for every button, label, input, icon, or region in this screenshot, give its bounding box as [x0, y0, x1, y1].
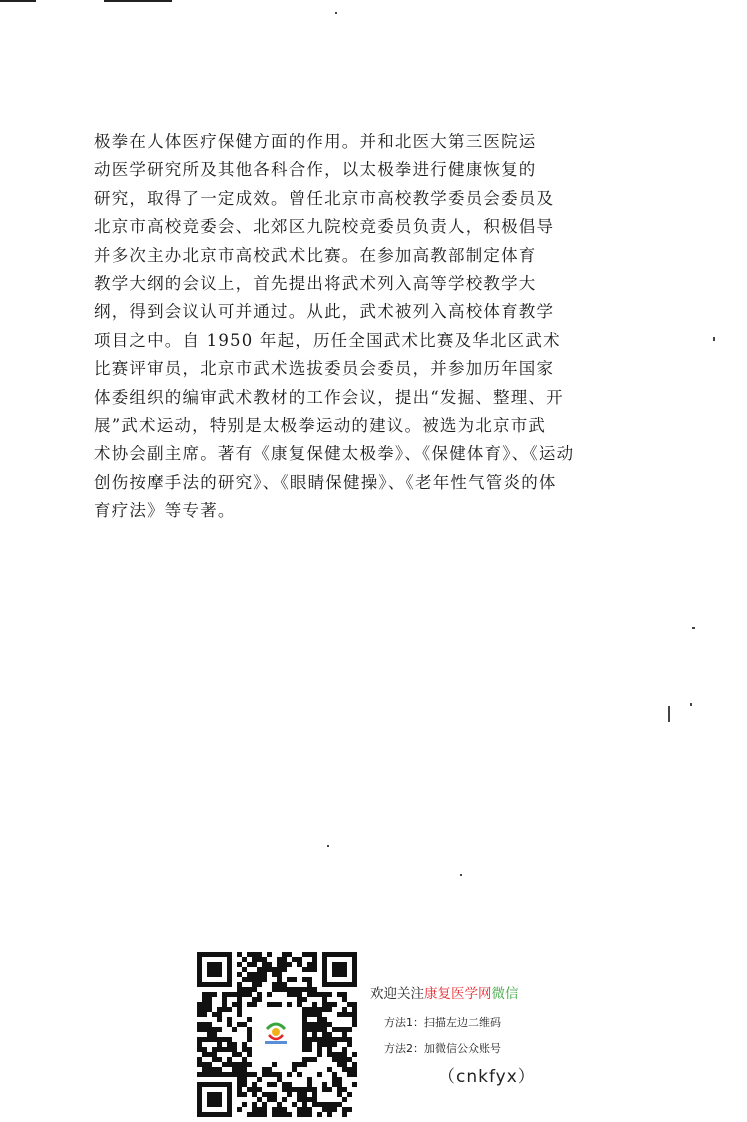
scan-speck	[690, 703, 692, 706]
top-rule-right	[104, 0, 172, 2]
text-line: 比赛评审员，北京市武术选拔委员会委员，并参加历年国家	[94, 359, 555, 379]
body-text	[94, 128, 614, 526]
text-line: 动医学研究所及其他各科合作，以太极拳进行健康恢复的	[94, 160, 537, 180]
text-line: 创伤按摩手法的研究》、《眼睛保健操》、《老年性气管炎的体	[94, 472, 557, 492]
text-line: 育疗法》等专著。	[94, 501, 236, 521]
promo-title-prefix: 欢迎关注	[370, 986, 424, 1002]
scan-speck	[692, 627, 695, 629]
scan-speck	[713, 337, 715, 341]
text-line: 项目之中。自 1950 年起，历任全国武术比赛及华北区武术	[94, 330, 561, 350]
promo-title	[370, 982, 536, 1002]
top-rule-left	[0, 0, 36, 2]
text-line: 展”武术运动，特别是太极拳运动的建议。被选为北京市武	[94, 416, 547, 436]
promo-brand[interactable]: 康复医学网	[424, 986, 492, 1002]
text-line: 教学大纲的会议上，首先提出将武术列入高等学校教学大	[94, 274, 537, 294]
scan-speck	[460, 874, 462, 876]
text-line: 并多次主办北京市高校武术比赛。在参加高教部制定体育	[94, 245, 537, 265]
wechat-account[interactable]: （cnkfyx）	[438, 1067, 536, 1087]
promo-wechat: 微信	[491, 986, 519, 1002]
site-logo-icon	[254, 1010, 298, 1054]
text-line: 体委组织的编审武术教材的工作会议，提出“发掘、整理、开	[94, 387, 564, 407]
scan-speck	[668, 706, 670, 722]
method-1: 方法1：扫描左边二维码	[384, 1016, 501, 1029]
promo-panel	[370, 982, 536, 1087]
scan-speck	[335, 12, 337, 14]
text-line: 极拳在人体医疗保健方面的作用。并和北医大第三医院运	[94, 132, 537, 151]
method-2: 方法2：加微信公众账号	[384, 1042, 501, 1055]
text-line: 研究，取得了一定成效。曾任北京市高校教学委员会委员及	[94, 188, 555, 208]
scan-speck	[327, 845, 329, 847]
text-line: 术协会副主席。著有《康复保健太极拳》、《保健体育》、《运动	[94, 444, 575, 464]
text-line: 北京市高校竞委会、北郊区九院校竞委员负责人，积极倡导	[94, 217, 555, 237]
text-line: 纲，得到会议认可并通过。从此，武术被列入高校体育教学	[94, 302, 555, 322]
